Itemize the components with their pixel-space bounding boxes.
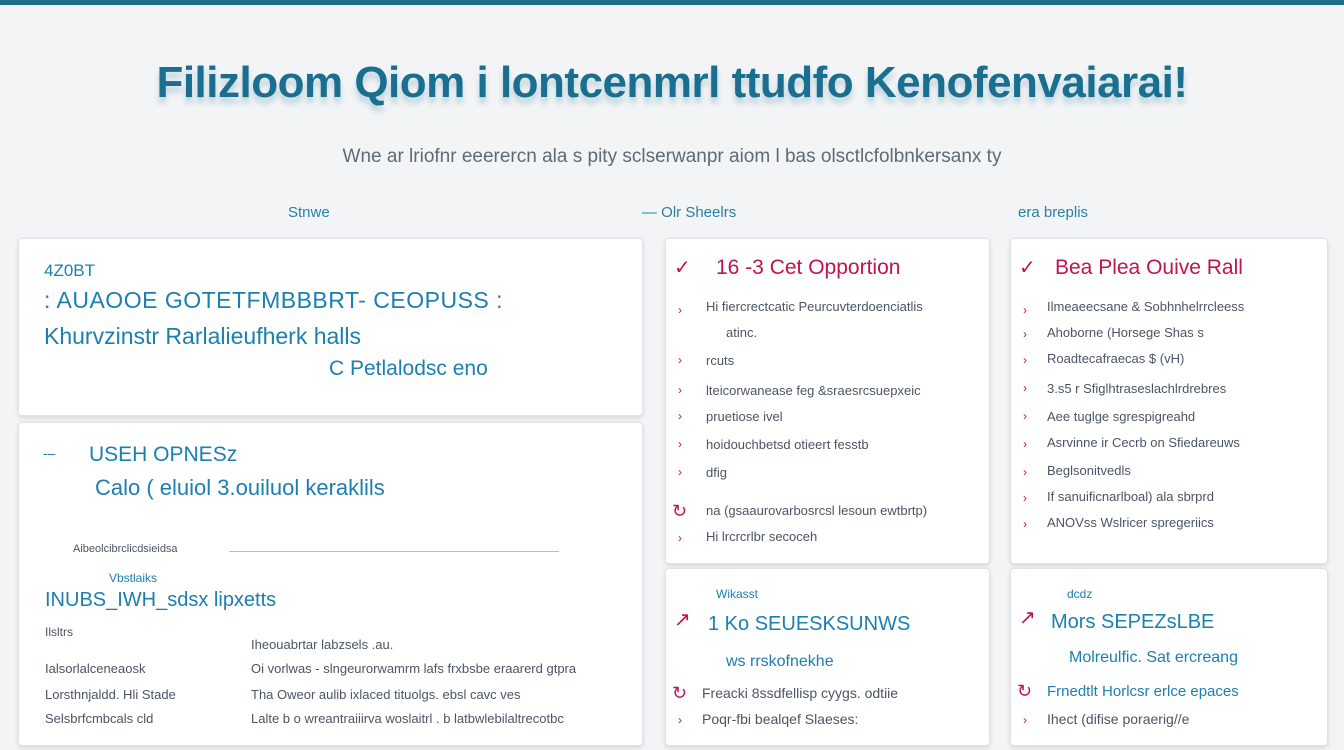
list-item: dfig xyxy=(706,465,727,480)
card-right-top xyxy=(1010,238,1328,564)
section-heading: USEH OPNESz xyxy=(89,443,238,466)
column-heading-left: Stnwe xyxy=(288,204,330,221)
check-icon: ✓ xyxy=(674,257,691,279)
list-item: atinc. xyxy=(726,325,758,340)
bullet-icon: › xyxy=(1023,409,1027,423)
table-row-value: Oi vorlwas - slngeurorwamrm lafs frxbsbe eraarerd gtpra xyxy=(251,661,577,676)
page-title: Filizloom Qiom i lontcenmrl ttudfo Kenofenvaiarai! xyxy=(156,58,1188,107)
card-subtitle: ws rrskofnekhe xyxy=(726,653,834,670)
bullet-icon: › xyxy=(1023,713,1027,727)
bullet-icon: › xyxy=(1023,437,1027,451)
card-title: Bea Plea Ouive Rall xyxy=(1055,256,1243,279)
table-row-label: Ialsorlalceneaosk xyxy=(45,661,146,676)
table-row-label: Selsbrfcmbcals cld xyxy=(45,711,154,726)
card-title: 1 Ko SEUESKSUNWS xyxy=(708,613,911,635)
bullet-icon: › xyxy=(678,437,682,451)
arrow-icon: ↗ xyxy=(674,609,691,631)
section-subheading: Calo ( eluiol 3.ouiluol keraklils xyxy=(95,475,385,500)
refresh-icon: ↻ xyxy=(672,501,688,521)
section-title: INUBS_IWH_sdsx lipxetts xyxy=(45,589,277,611)
list-item: na (gsaaurovarbosrcsl lesoun ewtbrtp) xyxy=(706,503,928,518)
small-left-label: Ilsltrs xyxy=(45,625,73,639)
bullet-icon: › xyxy=(1023,465,1027,479)
bullet-icon: › xyxy=(678,353,682,367)
card-subheading: Khurvzinstr Rarlalieufherk halls xyxy=(44,323,362,349)
table-row-label: Lorsthnjaldd. Hli Stade xyxy=(45,687,176,702)
card-line: Frnedtlt Horlcsr erlce epaces xyxy=(1047,683,1239,700)
list-item: rcuts xyxy=(706,353,735,368)
bullet-icon: › xyxy=(1023,353,1027,367)
card-heading: : AUAOOE GOTETFMBBBRT- CEOPUSS : xyxy=(44,287,504,313)
list-item: Ilmeaeecsane & Sobhnhelrrcleess xyxy=(1047,299,1245,314)
list-item: ANOVss Wslricer spregeriics xyxy=(1047,515,1214,530)
top-accent-bar xyxy=(0,0,1344,5)
bullet-icon: › xyxy=(678,383,682,397)
card-kicker: dcdz xyxy=(1067,587,1093,601)
bullet-icon: › xyxy=(678,465,682,479)
bullet-icon: › xyxy=(678,713,682,727)
bullet-icon: › xyxy=(678,303,682,317)
table-header: Iheouabrtar labzsels .au. xyxy=(251,637,394,652)
card-middle-bottom xyxy=(665,568,990,746)
column-heading-right: era breplis xyxy=(1018,204,1089,221)
list-item: Hi fiercrectcatic Peurcuvterdoenciatlis xyxy=(706,299,923,314)
card-left-top xyxy=(18,238,643,416)
card-line: Poqr-fbi bealqef Slaeses: xyxy=(702,711,859,727)
card-right-bottom xyxy=(1010,568,1328,746)
card-line: Ihect (difise poraerig//e xyxy=(1047,711,1190,727)
list-item: Ahoborne (Horsege Shas s xyxy=(1047,325,1204,340)
refresh-icon: ↻ xyxy=(672,683,688,703)
list-item: lteicorwanease feg &sraesrcsuepxeic xyxy=(706,383,921,398)
list-item: Aee tuglge sgrespigreahd xyxy=(1047,409,1196,424)
page-subtitle: Wne ar lriofnr eeerercn ala s pity sclserwanpr aiom l bas olsctlcfolbnkersanx ty xyxy=(342,146,1002,167)
card-kicker: Wikasst xyxy=(716,587,758,601)
bullet-icon: › xyxy=(678,409,682,423)
bullet-icon: › xyxy=(1023,381,1027,395)
bullet-icon: › xyxy=(1023,517,1027,531)
card-line: Freacki 8ssdfellisp cyygs. odtiie xyxy=(702,685,899,701)
arrow-icon: ↗ xyxy=(1019,607,1036,629)
minus-icon: -‒ xyxy=(43,445,56,461)
list-item: Hi lrcrcrlbr secoceh xyxy=(706,529,818,544)
list-item: 3.s5 r Sfiglhtraseslachlrdrebres xyxy=(1047,381,1227,396)
divider xyxy=(229,551,559,552)
card-title: 16 -3 Cet Opportion xyxy=(716,256,901,279)
section-kicker: Vbstlaiks xyxy=(109,571,158,585)
card-left-bottom xyxy=(18,422,643,746)
card-subtitle: Molreulfic. Sat ercreang xyxy=(1069,649,1238,666)
check-icon: ✓ xyxy=(1019,257,1036,279)
card-link[interactable]: C Petlalodsc eno xyxy=(329,357,488,380)
column-heading-middle: — Olr Sheelrs xyxy=(642,204,737,221)
bullet-icon: › xyxy=(1023,491,1027,505)
card-title: Mors SEPEZsLBE xyxy=(1051,611,1215,633)
bullet-icon: › xyxy=(678,531,682,545)
list-item: Beglsonitvedls xyxy=(1047,463,1131,478)
card-middle-top xyxy=(665,238,990,564)
small-label: Aibeolcibrclicdsieidsa xyxy=(73,543,178,555)
card-tag: 4Z0BT xyxy=(44,261,96,280)
refresh-icon: ↻ xyxy=(1017,681,1033,701)
list-item: Asrvinne ir Cecrb on Sfiedareuws xyxy=(1047,435,1240,450)
table-row-value: Lalte b o wreantraiiirva woslaitrl . b latbwlebilaltrecotbc xyxy=(251,711,564,726)
list-item: If sanuificnarlboal) ala sbrprd xyxy=(1047,489,1214,504)
list-item: Roadtecafraecas $ (vH) xyxy=(1047,351,1185,366)
list-item: pruetiose ivel xyxy=(706,409,783,424)
bullet-icon: › xyxy=(1023,303,1027,317)
list-item: hoidouchbetsd otieert fesstb xyxy=(706,437,869,452)
table-row-value: Tha Oweor aulib ixlaced tituolgs. ebsl cavc ves xyxy=(251,687,521,702)
bullet-icon: › xyxy=(1023,327,1027,341)
